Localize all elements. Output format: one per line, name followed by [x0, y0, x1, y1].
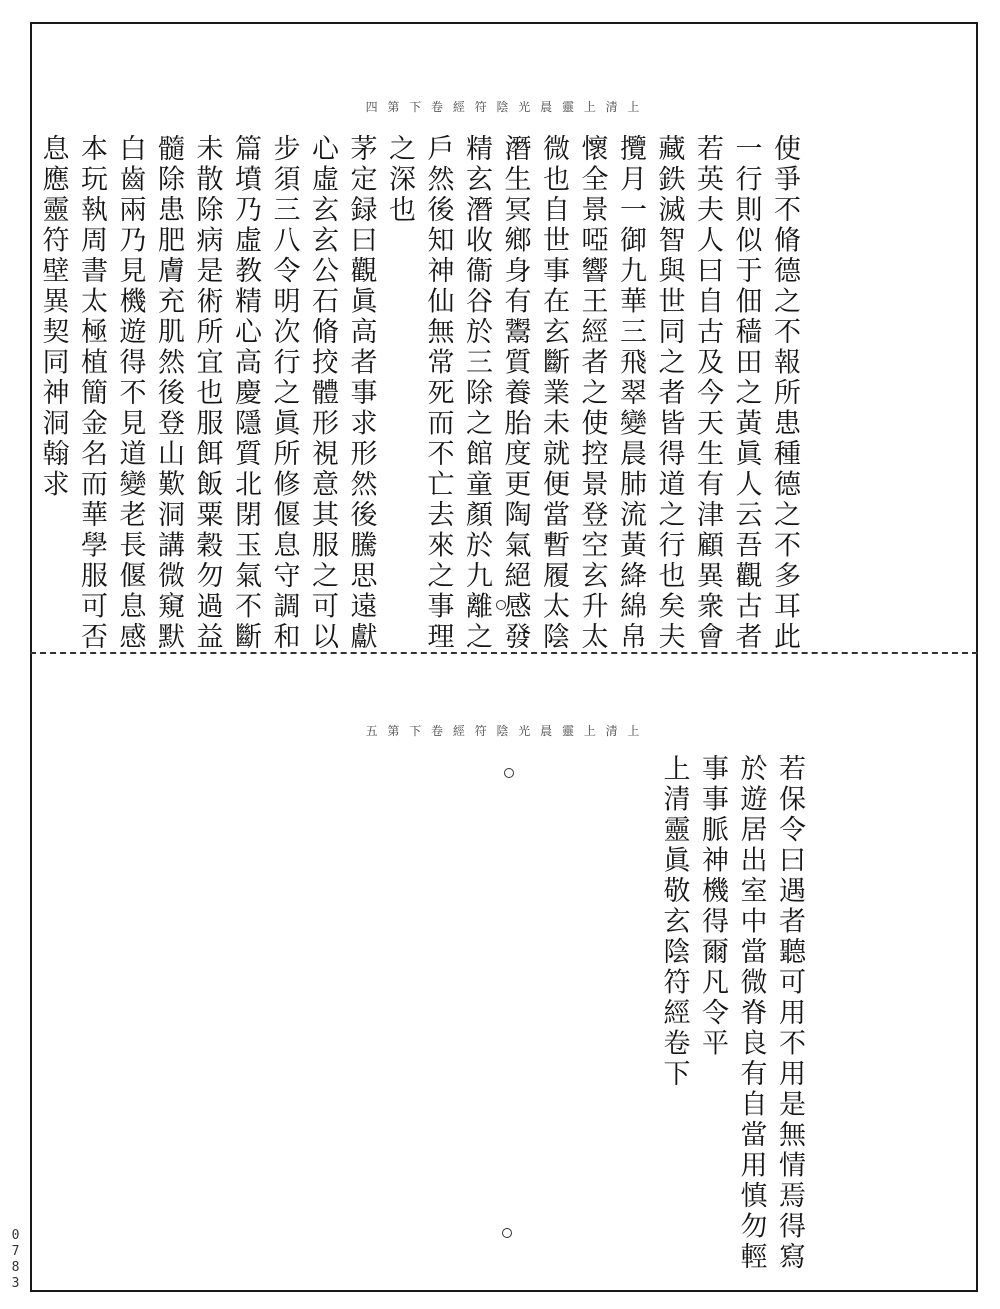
text-column: 茅定録曰觀眞高者事求形然後騰思遠獻 [345, 134, 377, 653]
text-column: 息應靈符壁異契同神洞翰求 [37, 134, 69, 500]
text-column: 藏鉄滅智與世同之者皆得道之行也矣夫 [653, 134, 685, 653]
text-column: 之深也 [384, 134, 415, 226]
text-column: 微也自世事在玄斷業未就便當暫履太陰 [538, 134, 569, 653]
text-column: 攬月一御九華三飛翠變晨肺流黃絳綿帛 [615, 134, 646, 653]
text-column: 一行則似于佃穑田之黃眞人云吾觀古者 [730, 134, 762, 653]
text-column: 白齒兩乃見機遊得不見道變老長偃息感 [114, 134, 146, 653]
text-column: 若保令曰遇者聽可用不用是無情焉得寫 [774, 754, 805, 1273]
top-page-body-text [37, 134, 803, 653]
circle-mark-icon [502, 1228, 512, 1238]
text-column: 篇墳乃虛教精心高慶隱質北閉玉氣不斷 [230, 134, 261, 653]
text-column: 精玄潛收衞谷於三除之館童顏於九離之 [461, 134, 492, 653]
bottom-page-body-text [568, 754, 808, 1274]
text-column: 懷全景啞響王經者之使控景登空玄升太 [576, 134, 608, 653]
text-column: 事事脈神機得爾凡令平 [697, 754, 728, 1059]
text-column: 未散除病是術所宜也服餌飯粟穀勿過益 [191, 134, 223, 653]
text-column: 步須三八令明次行之眞所修偃息守調和 [268, 134, 300, 653]
page-number: 0783 [8, 1228, 23, 1292]
text-column: 戶然後知神仙無常死而不亡去來之事理 [422, 134, 454, 653]
text-column: 本玩執周書太極植簡金名而華學服可否 [76, 134, 107, 653]
bottom-half-page [30, 654, 978, 1292]
text-column: 於遊居出室中當微脊良有自當用慎勿輕 [735, 754, 767, 1273]
text-column: 髓除患肥膚充肌然後登山歎洞講微窺默 [153, 134, 184, 653]
text-column: 使爭不脩德之不報所患種德之不多耳此 [769, 134, 800, 653]
bottom-page-header: 五 第 下 卷 經 符 陰 光 晨 靈 上 清 上 [365, 724, 643, 738]
text-column: 若英夫人曰自古及今天生有津顧異衆會 [692, 134, 723, 653]
circle-mark-icon [504, 768, 514, 778]
text-column: 潛生冥鄉身有鬻質養胎度更陶氣絕感發 [499, 134, 531, 653]
top-page-header: 四 第 下 卷 經 符 陰 光 晨 靈 上 清 上 [365, 100, 643, 114]
top-half-page [30, 22, 978, 652]
text-column: 心虛玄玄公石脩挍體形視意其服之可以 [307, 134, 338, 653]
scroll-title-signoff: 上清靈眞敬玄陰符經卷下 [658, 754, 690, 1090]
